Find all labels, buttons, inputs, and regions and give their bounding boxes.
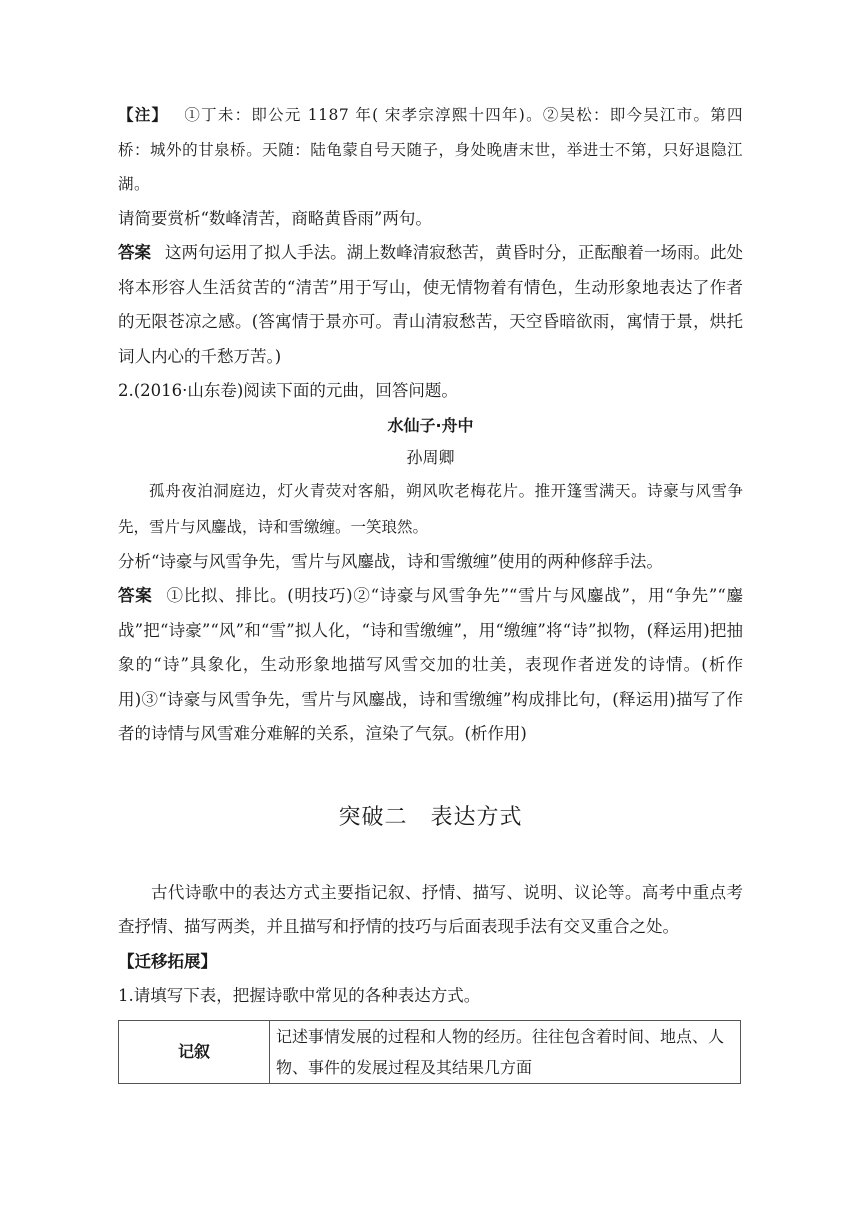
table-row-content: 记述事情发展的过程和人物的经历。往往包含着时间、地点、人物、事件的发展过程及其结果几方面	[270, 1020, 741, 1083]
question-2: 分析“诗豪与风雪争先，雪片与风鏖战，诗和雪缴缠”使用的两种修辞手法。	[118, 551, 663, 571]
expression-methods-table	[118, 1020, 741, 1084]
section-intro: 古代诗歌中的表达方式主要指记叙、抒情、描写、说明、议论等。高考中重点考查抒情、描写两类，并且描写和抒情的技巧与后面表现手法有交叉重合之处。	[118, 882, 743, 936]
table-row	[119, 1020, 741, 1083]
poem-title: 水仙子·舟中	[387, 415, 474, 435]
answer-1-label: 答案	[118, 243, 152, 262]
note-text: ①丁未：即公元 1187 年( 宋孝宗淳熙十四年)。②吴松：即今吴江市。第四桥：城外的甘泉桥。天随：陆龟蒙自号天随子，身处晚唐末世，举进士不第，只好退隐江湖。	[118, 106, 743, 193]
answer-2-paragraph	[118, 579, 743, 752]
answer-2-text: ①比拟、排比。(明技巧)②“诗豪与风雪争先”“雪片与风鏖战”，用“争先”“鏖战”把“诗豪”“风”和“雪”拟人化，“诗和雪缴缠”，用“缴缠”将“诗”拟物，(释运用)把抽象的“诗”具象化，生动形象地描写风雪交加的壮美，表现作者迸发的诗情。(析作用)③“诗豪与风雪争先，雪片与风鏖战，诗和雪缴缠”构成排比句，(释运用)描写了作者的诗情与风雪难分难解的关系，渲染了气氛。(析作用)	[118, 586, 744, 743]
extension-label: 【迁移拓展】	[118, 951, 217, 971]
table-row-head: 记叙	[119, 1020, 270, 1083]
poem-author: 孙周卿	[406, 447, 455, 467]
poem-text: 孤舟夜泊洞庭边，灯火青荧对客船，朔风吹老梅花片。推开篷雪满天。诗豪与风雪争先，雪片与风鏖战，诗和雪缴缠。一笑琅然。	[118, 481, 743, 536]
answer-1-paragraph	[118, 236, 743, 374]
task-1: 1.请填写下表，把握诗歌中常见的各种表达方式。	[118, 986, 481, 1005]
note-paragraph	[118, 98, 743, 202]
note-label: 【注】	[118, 106, 169, 124]
answer-1-text: 这两句运用了拟人手法。湖上数峰清寂愁苦，黄昏时分，正酝酿着一场雨。此处将本形容人生活贫苦的“清苦”用于写山，使无情物着有情色，生动形象地表达了作者的无限苍凉之感。(答寓情于景亦可。青山清寂愁苦，天空昏暗欲雨，寓情于景，烘托词人内心的千愁万苦。)	[118, 243, 744, 366]
section-title: 突破二 表达方式	[338, 804, 523, 830]
document-page	[118, 98, 743, 1084]
question-2-intro: 2.(2016·山东卷)阅读下面的元曲，回答问题。	[118, 381, 458, 400]
answer-2-label: 答案	[118, 586, 153, 605]
question-1: 请简要赏析“数峰清苦，商略黄昏雨”两句。	[118, 208, 432, 228]
